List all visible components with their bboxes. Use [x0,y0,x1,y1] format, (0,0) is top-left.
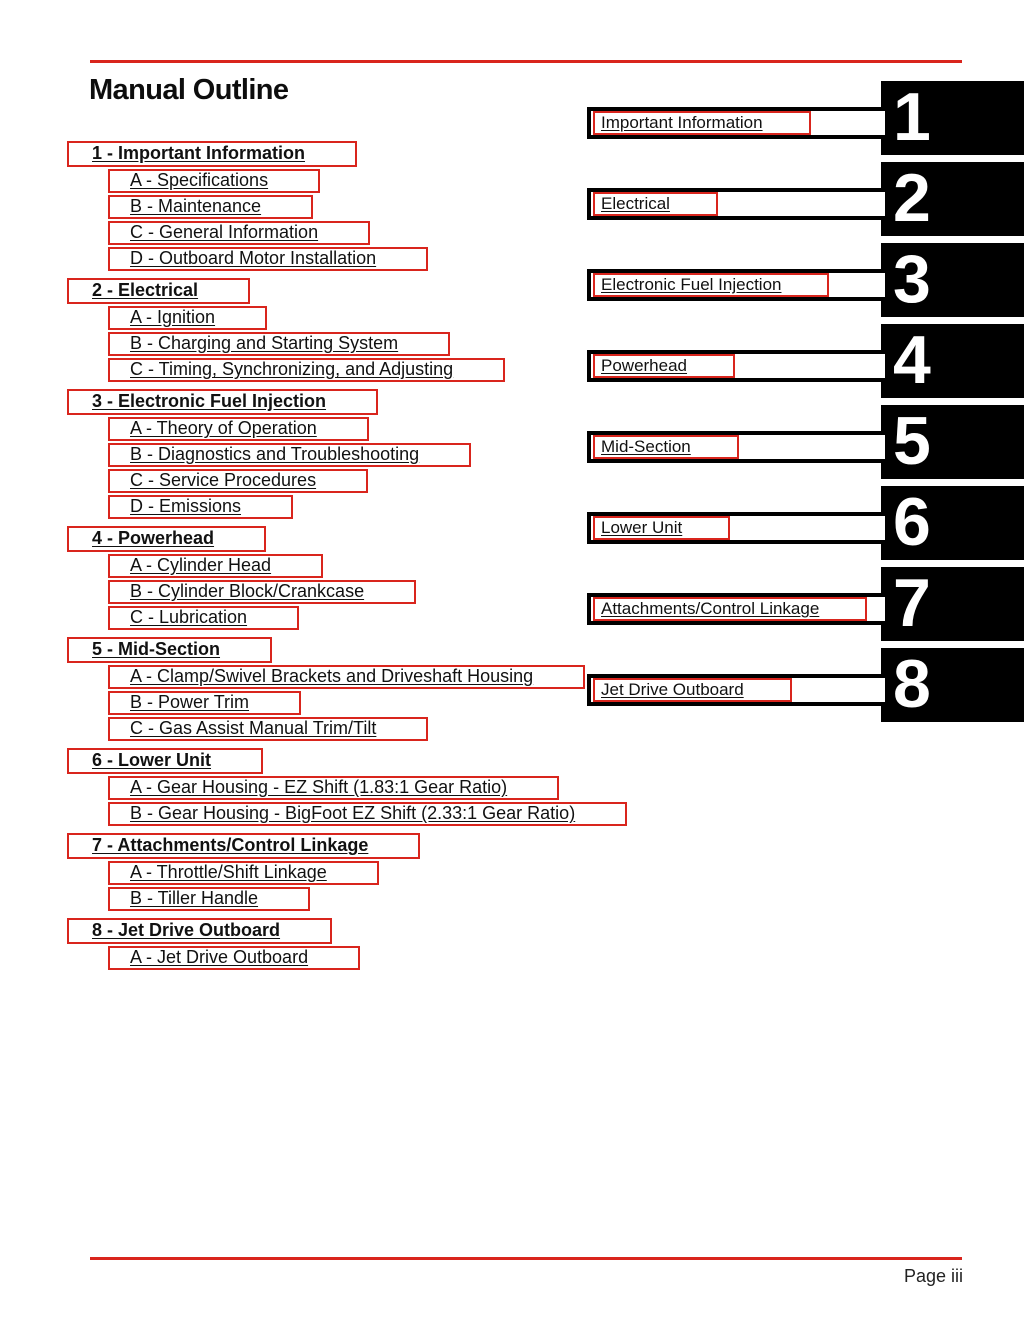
toc-section-label: A - Theory of Operation [130,418,317,438]
toc-section-label: D - Emissions [130,496,242,516]
toc-chapter [67,918,647,970]
tab-label: Mid-Section [601,437,691,456]
tab-label: Attachments/Control Linkage [601,599,820,618]
toc-section-link[interactable] [108,946,360,970]
toc-section-label: C - Lubrication [130,607,248,627]
tab-number: 2 [893,160,931,236]
toc-section-label: C - Gas Assist Manual Trim/Tilt [130,718,377,738]
tab-label-bar [587,107,885,139]
toc-chapter-link[interactable] [67,748,263,774]
tab-link[interactable] [593,435,739,459]
toc-section-label: A - Jet Drive Outboard [130,947,309,967]
tab-number-block [881,405,1024,479]
toc-section-label: B - Charging and Starting System [130,333,399,353]
toc-section-label: B - Tiller Handle [130,888,259,908]
tab-link[interactable] [593,516,730,540]
tab-label: Jet Drive Outboard [601,680,744,699]
tab-label: Lower Unit [601,518,683,537]
tab-number-block [881,81,1024,155]
tab-number: 6 [893,484,931,560]
tab-label: Electronic Fuel Injection [601,275,782,294]
tab-number-block [881,243,1024,317]
toc-section-label: A - Clamp/Swivel Brackets and Driveshaft Housing [130,666,534,686]
tab-number-block [881,324,1024,398]
toc-chapter-link[interactable] [67,833,420,859]
tab-link[interactable] [593,678,792,702]
toc-chapter-label: 6 - Lower Unit [92,750,212,770]
toc-section-label: B - Cylinder Block/Crankcase [130,581,365,601]
toc-section-label: B - Maintenance [130,196,262,216]
toc-chapter-label: 4 - Powerhead [92,528,215,548]
tab-label-bar [587,512,885,544]
chapter-tab [0,81,1024,155]
tab-label-bar [587,674,885,706]
tab-number: 3 [893,241,931,317]
toc-chapter-label: 3 - Electronic Fuel Injection [92,391,327,411]
tab-label-bar [587,269,885,301]
chapter-tab [0,243,1024,317]
tab-number: 7 [893,565,931,641]
toc-section-label: D - Outboard Motor Installation [130,248,377,268]
tab-link[interactable] [593,192,718,216]
toc-section-label: A - Specifications [130,170,269,190]
tab-number: 8 [893,646,931,722]
toc-chapter-label: 5 - Mid-Section [92,639,221,659]
tab-number: 5 [893,403,931,479]
toc-section-link[interactable] [108,861,379,885]
tab-label: Important Information [601,113,763,132]
toc-section-label: C - Service Procedures [130,470,317,490]
tab-label: Electrical [601,194,670,213]
tab-link[interactable] [593,273,829,297]
toc-chapter-label: 2 - Electrical [92,280,199,300]
toc-section-link[interactable] [108,802,627,826]
toc-section-link[interactable] [108,887,310,911]
toc-section-link[interactable] [108,776,559,800]
toc-section-label: B - Power Trim [130,692,250,712]
toc-chapter-link[interactable] [67,918,332,944]
tab-label: Powerhead [601,356,688,375]
tab-label-bar [587,350,885,382]
toc-section-label: A - Cylinder Head [130,555,272,575]
chapter-tab [0,162,1024,236]
toc-chapter [67,748,647,826]
chapter-tab [0,648,1024,722]
tab-link[interactable] [593,597,867,621]
tab-number-block [881,486,1024,560]
toc-section-label: A - Gear Housing - EZ Shift (1.83:1 Gear Ratio) [130,777,508,797]
top-divider-line [90,60,962,63]
toc-chapter-label: 1 - Important Information [92,143,305,163]
toc-section-label: C - General Information [130,222,319,242]
toc-chapter [67,833,647,911]
chapter-tab [0,486,1024,560]
page-number: Page iii [903,1266,963,1286]
tab-number-block [881,567,1024,641]
page-title: Manual Outline [89,74,289,106]
bottom-divider-line [90,1257,962,1260]
toc-section-label: A - Ignition [130,307,216,327]
chapter-tab [0,405,1024,479]
chapter-tab [0,567,1024,641]
tab-number-block [881,162,1024,236]
tab-number-block [881,648,1024,722]
toc-section-label: B - Gear Housing - BigFoot EZ Shift (2.33:1 Gear Ratio) [130,803,576,823]
tab-link[interactable] [593,111,811,135]
tab-number: 1 [893,79,931,155]
chapter-tab [0,324,1024,398]
tab-number: 4 [893,322,931,398]
tab-label-bar [587,188,885,220]
tab-label-bar [587,431,885,463]
toc-section-label: A - Throttle/Shift Linkage [130,862,327,882]
tab-label-bar [587,593,885,625]
toc-chapter-label: 8 - Jet Drive Outboard [92,920,281,940]
toc-chapter-label: 7 - Attachments/Control Linkage [92,835,369,855]
toc-section-label: C - Timing, Synchronizing, and Adjusting [130,359,454,379]
toc-section-label: B - Diagnostics and Troubleshooting [130,444,420,464]
tab-link[interactable] [593,354,735,378]
